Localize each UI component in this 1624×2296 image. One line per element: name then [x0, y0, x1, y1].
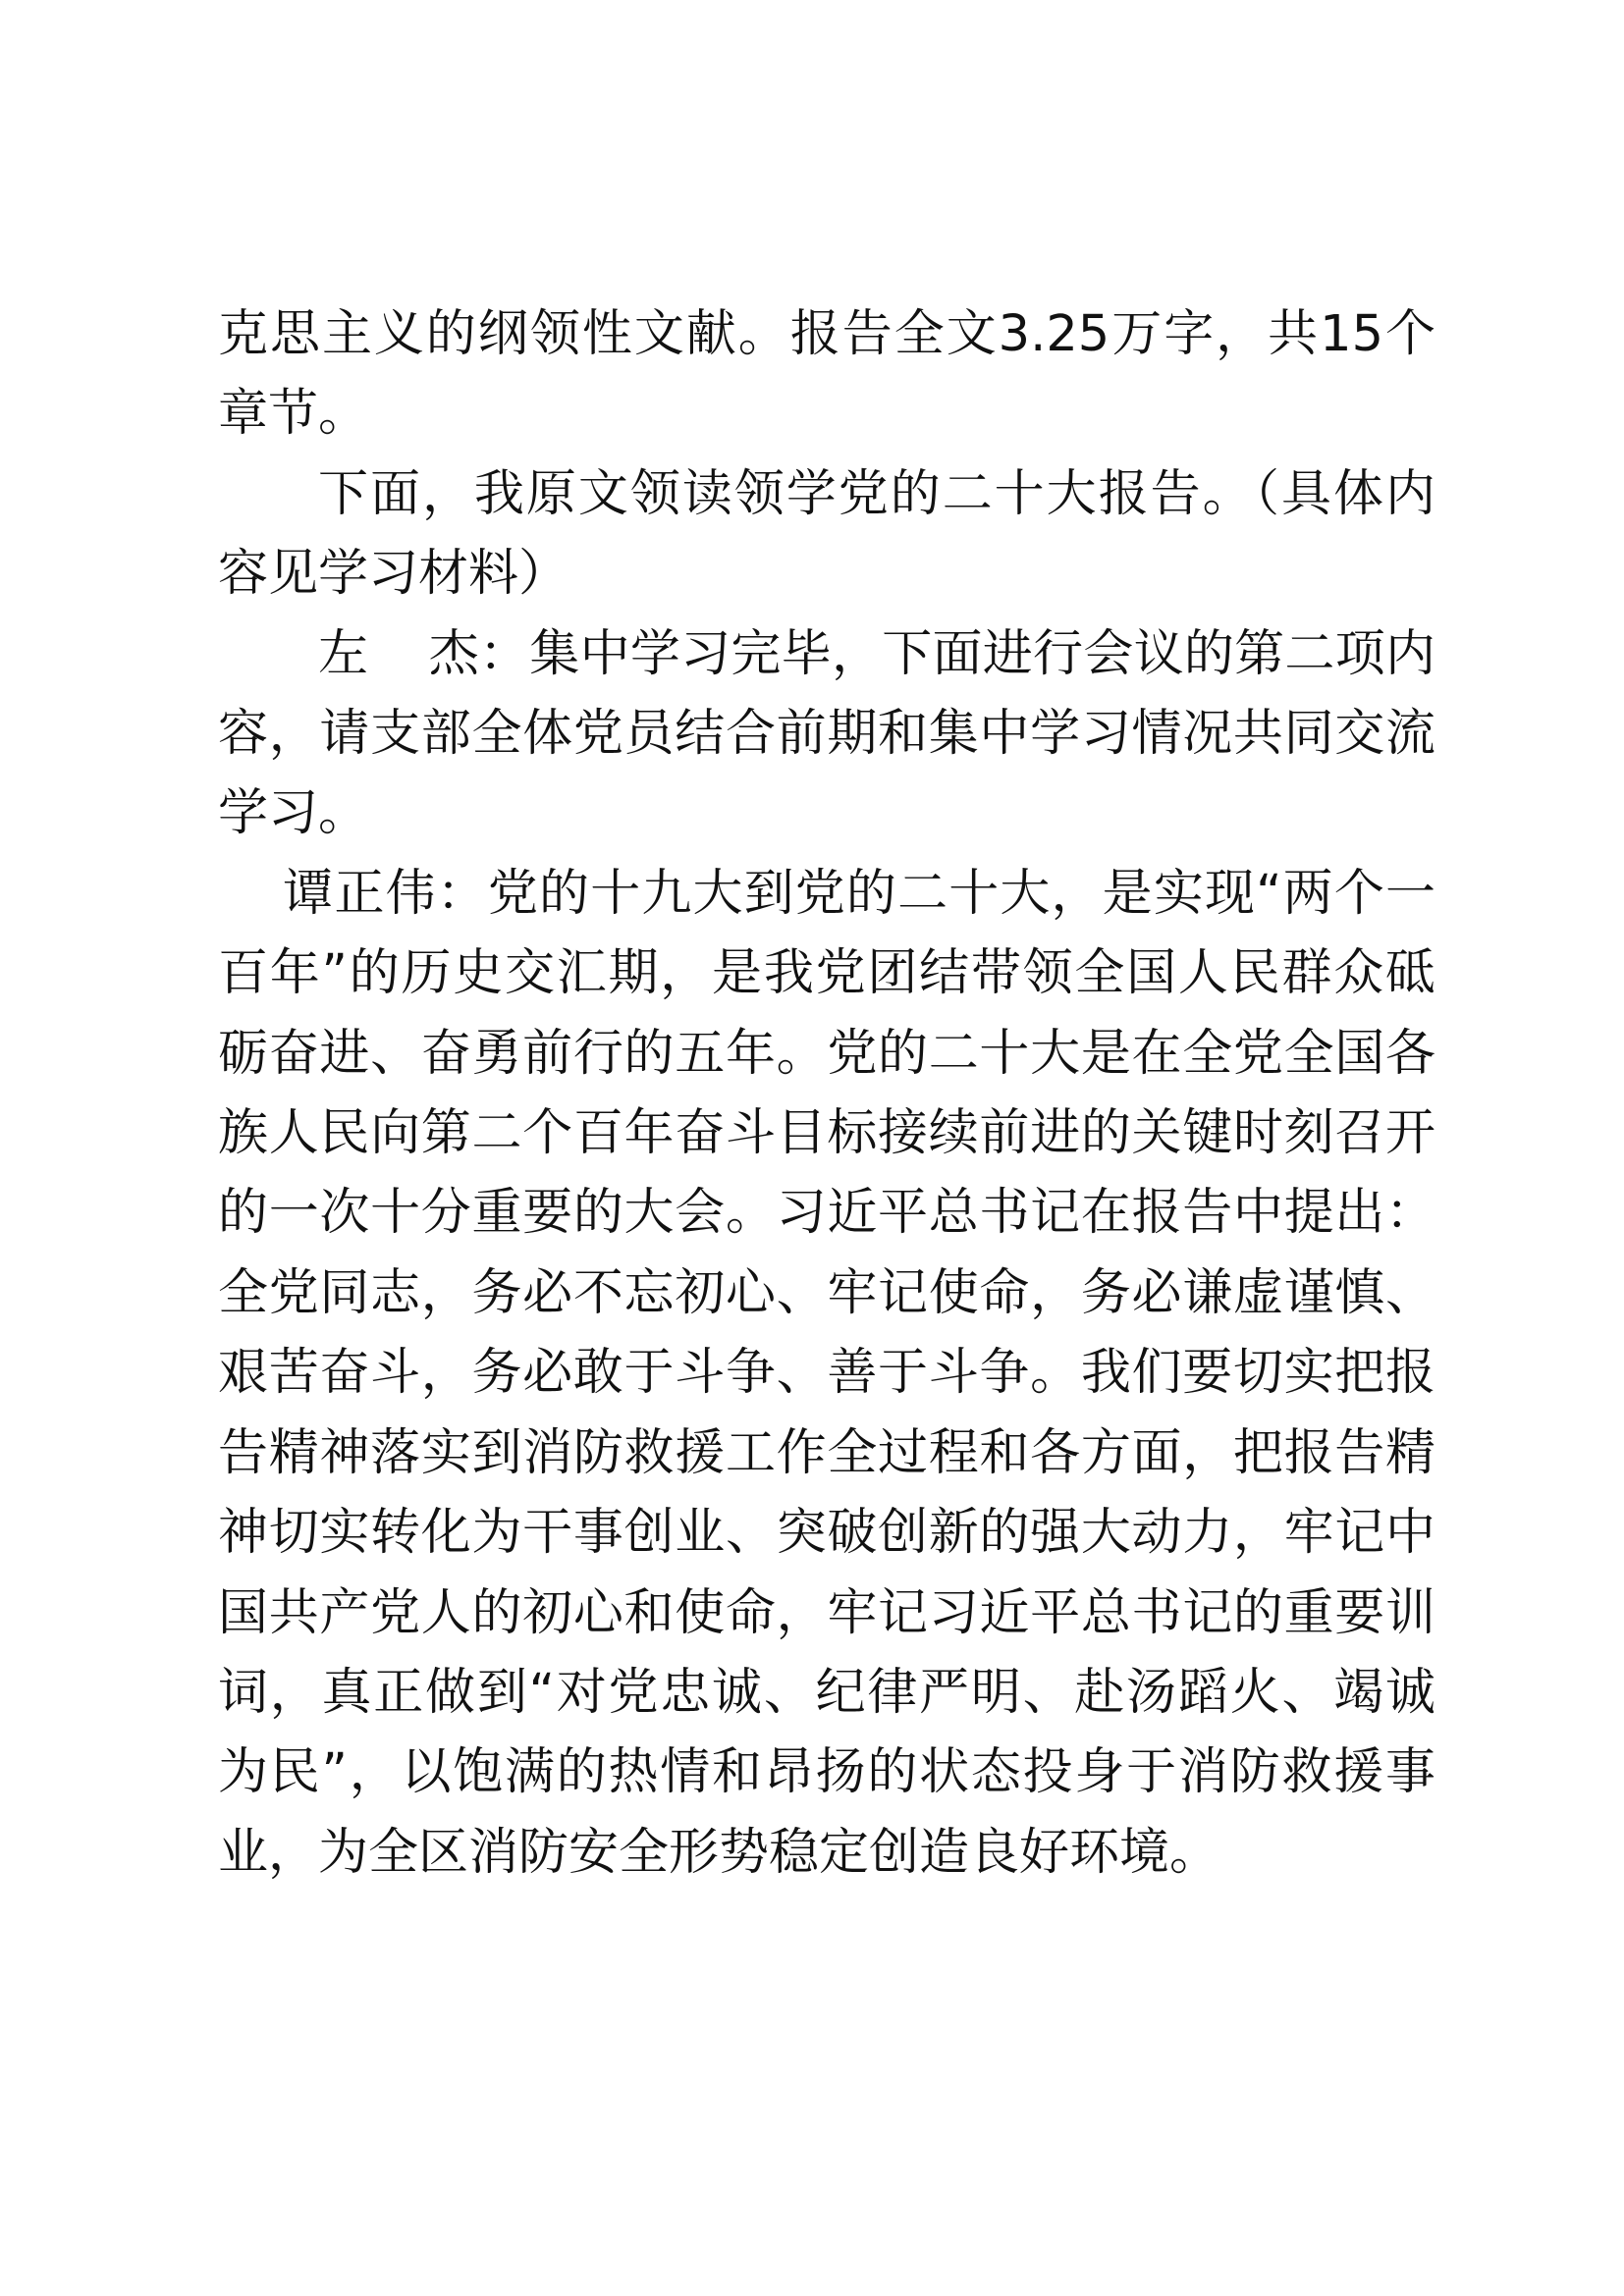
paragraph-text: ：集中学习完毕，下面进行会议的第二项内容，请支部全体党员结合前期和集中学习情况共同交流学习。: [218, 624, 1435, 843]
paragraph-speaker-tanzhengwei: [218, 854, 1435, 1893]
paragraph-speaker-zuojie: [218, 614, 1435, 854]
paragraph-report-summary: [218, 294, 1435, 454]
speaker-name-second: 杰: [428, 624, 480, 683]
speaker-name: 谭正伟: [283, 864, 437, 923]
paragraph-reading-intro: [218, 454, 1435, 614]
paragraph-text: ：党的十九大到党的二十大，是实现“两个一百年”的历史交汇期，是我党团结带领全国人民群众砥砺奋进、奋勇前行的五年。党的二十大是在全党全国各族人民向第二个百年奋斗目标接续前进的关键时刻召开的一次十分重要的大会。习近平总书记在报告中提出：全党同志，务必不忘初心、牢记使命，务必谦虚谨慎、艰苦奋斗，务必敢于斗争、善于斗争。我们要切实把报告精神落实到消防救援工作全过程和各方面，把报告精神切实转化为干事创业、突破创新的强大动力，牢记中国共产党人的初心和使命，牢记习近平总书记的重要训词，真正做到“对党忠诚、纪律严明、赴汤蹈火、竭诚为民”，以饱满的热情和昂扬的状态投身于消防救援事业，为全区消防安全形势稳定创造良好环境。: [218, 864, 1435, 1882]
paragraph-text: 下面，我原文领读领学党的二十大报告。（具体内容见学习材料）: [218, 464, 1435, 604]
speaker-name-first: 左: [318, 624, 369, 683]
paragraph-text: 克思主义的纲领性文献。报告全文3.25万字，共15个章节。: [218, 305, 1435, 444]
document-body: [218, 294, 1435, 1893]
